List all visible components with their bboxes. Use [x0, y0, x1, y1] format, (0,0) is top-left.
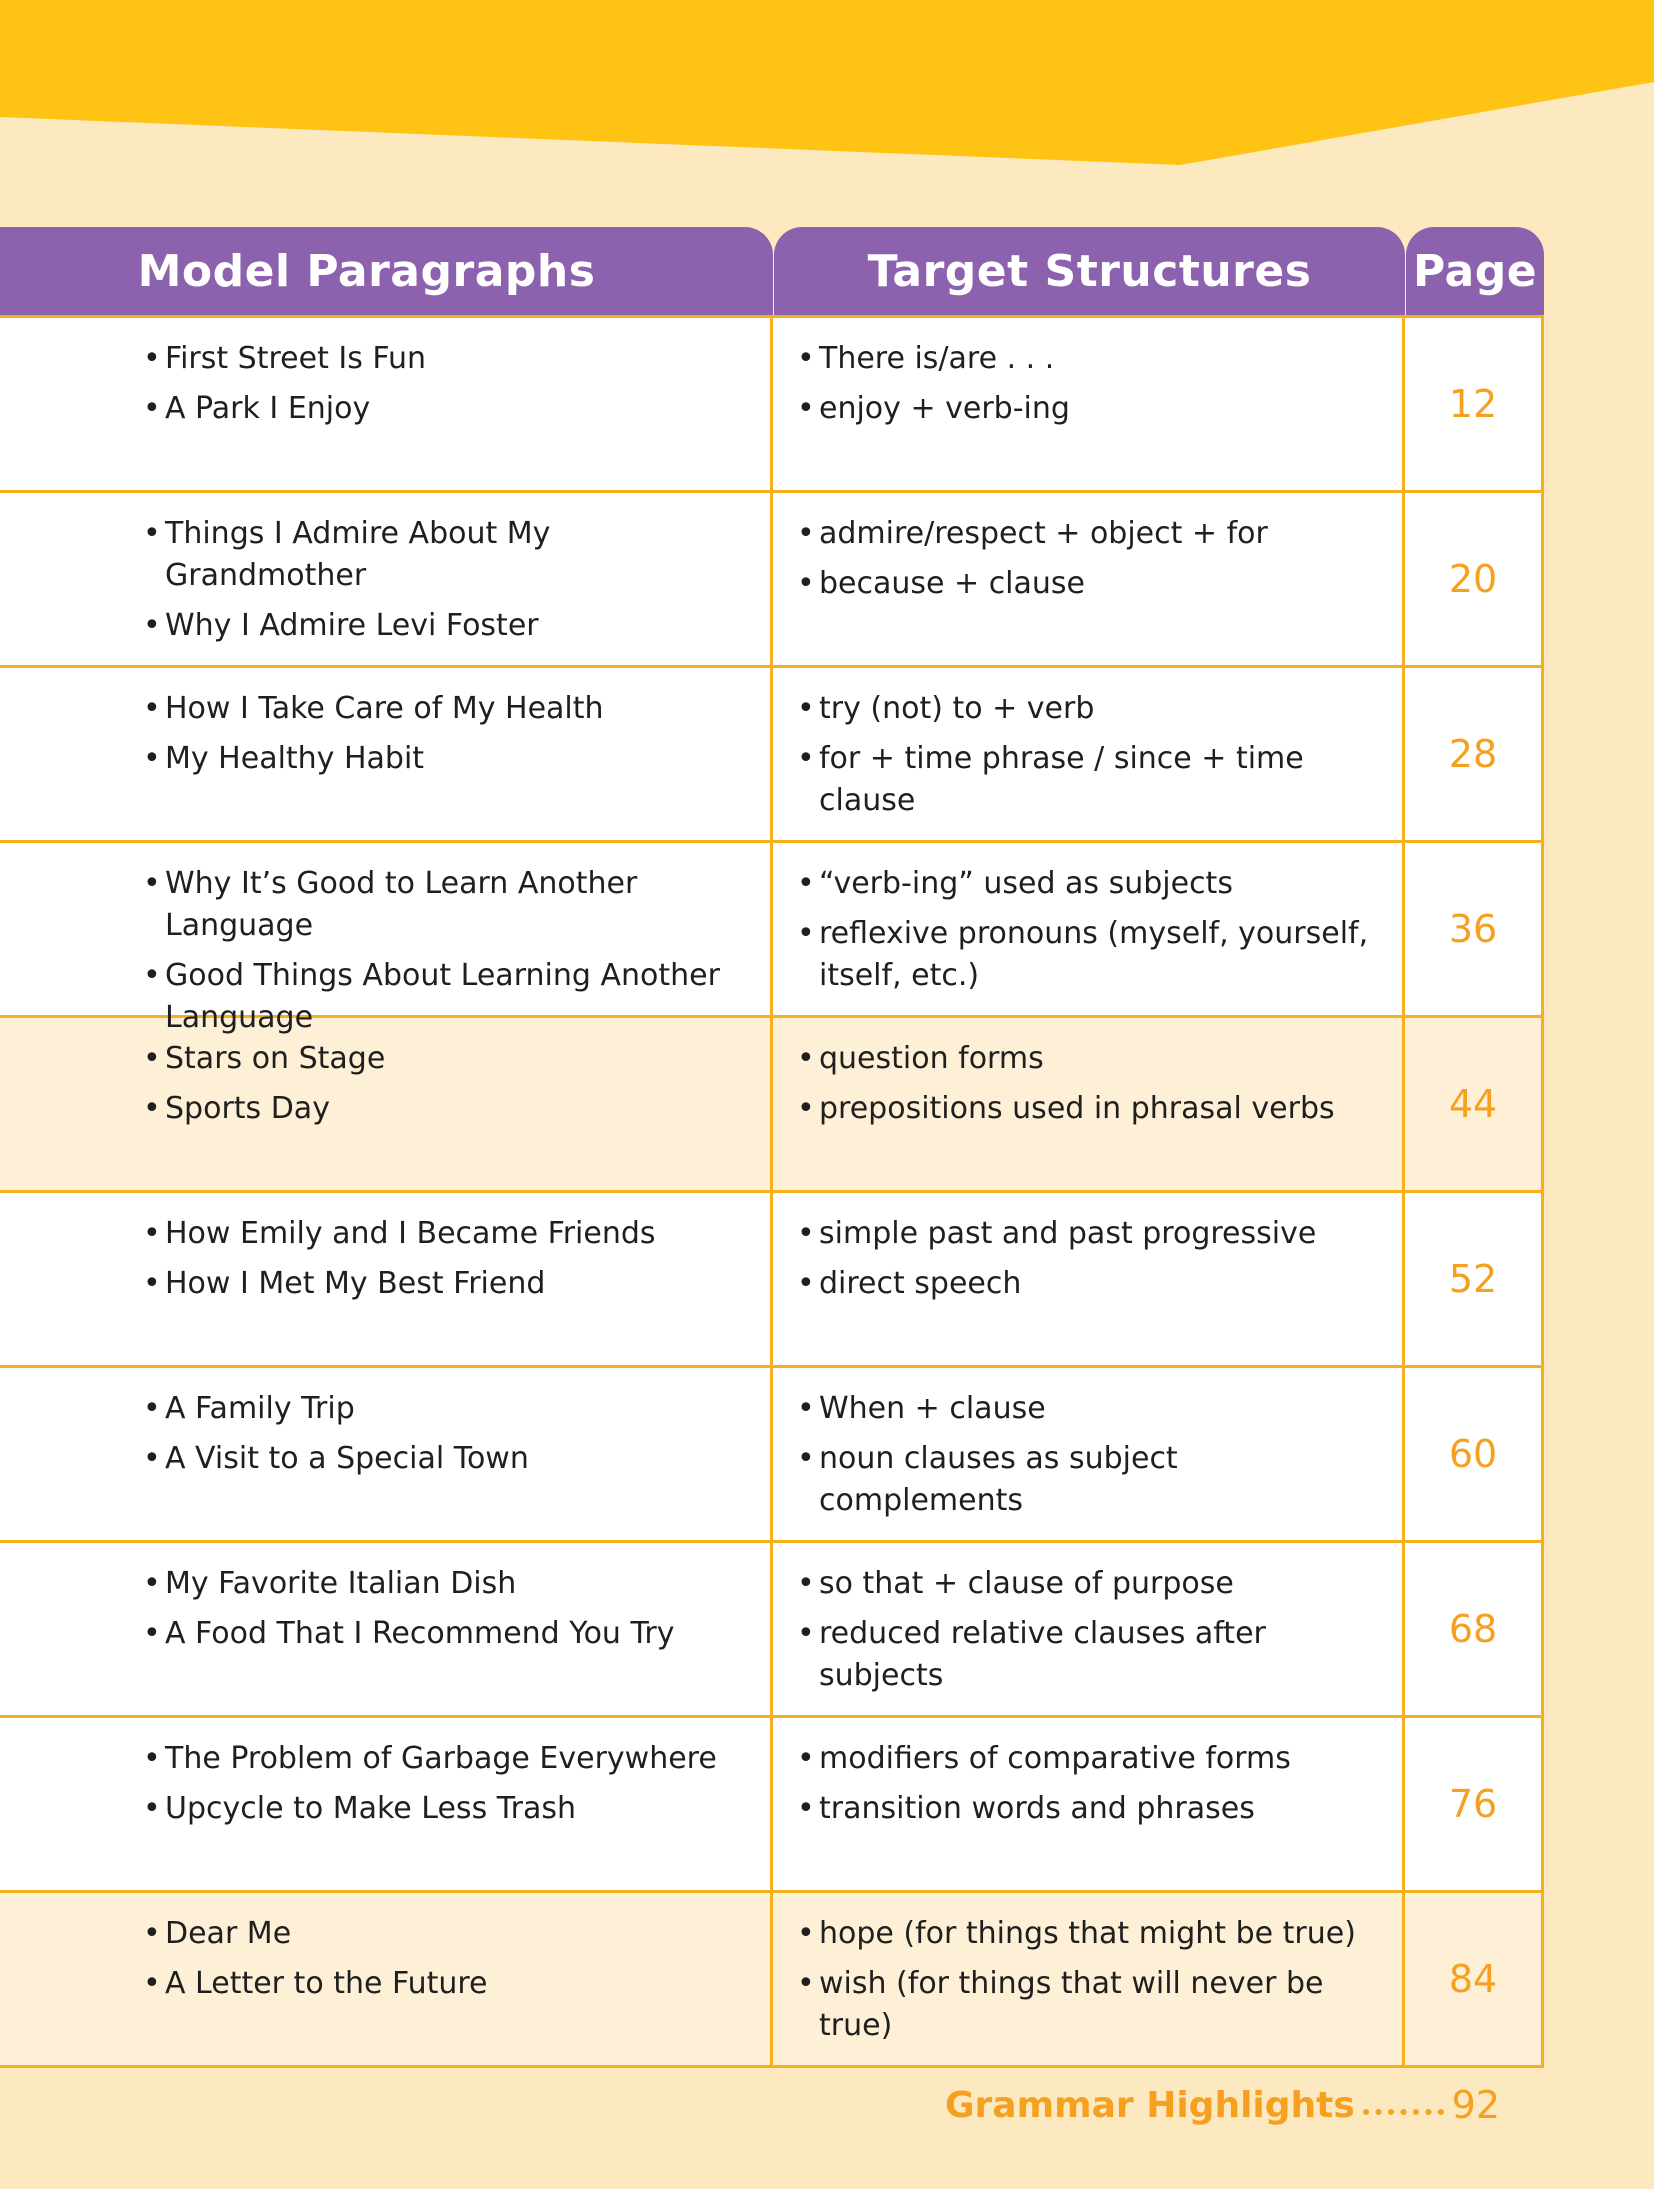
model-paragraph-item: • How Emily and I Became Friends — [143, 1213, 750, 1255]
target-structures-cell — [773, 1718, 1405, 1890]
target-structure-item: • try (not) to + verb — [797, 688, 1386, 730]
model-paragraph-item: • Dear Me — [143, 1913, 750, 1955]
dot-leader — [1363, 2109, 1444, 2115]
grammar-highlights-title: Grammar Highlights — [945, 2084, 1355, 2126]
model-paragraph-item: • Why I Admire Levi Foster — [143, 605, 750, 647]
target-structure-item: • so that + clause of purpose — [797, 1563, 1386, 1605]
target-structure-item: • direct speech — [797, 1263, 1386, 1305]
model-paragraph-item: • A Family Trip — [143, 1388, 750, 1430]
target-structure-item: • wish (for things that will never be true) — [797, 1963, 1386, 2047]
table-row[interactable] — [0, 1365, 1541, 1540]
target-structure-item: • reflexive pronouns (myself, yourself, itself, etc.) — [797, 913, 1386, 997]
model-paragraph-item: • A Food That I Recommend You Try — [143, 1613, 750, 1655]
header-model-paragraphs: Model Paragraphs — [0, 227, 773, 315]
target-structure-item: • because + clause — [797, 563, 1386, 605]
target-structures-cell — [773, 668, 1405, 840]
target-structure-item: • transition words and phrases — [797, 1788, 1386, 1830]
model-paragraphs-cell — [0, 1718, 773, 1890]
model-paragraph-item: • The Problem of Garbage Everywhere — [143, 1738, 750, 1780]
table-row[interactable] — [0, 1190, 1541, 1365]
model-paragraph-item: • Sports Day — [143, 1088, 750, 1130]
table-row[interactable] — [0, 318, 1541, 490]
model-paragraph-item: • First Street Is Fun — [143, 338, 750, 380]
target-structures-cell — [773, 1368, 1405, 1540]
model-paragraph-item: • How I Take Care of My Health — [143, 688, 750, 730]
page-number: 84 — [1448, 1957, 1498, 2001]
model-paragraph-item: • My Favorite Italian Dish — [143, 1563, 750, 1605]
page-number: 60 — [1448, 1432, 1498, 1476]
target-structure-item: • There is/are . . . — [797, 338, 1386, 380]
model-paragraph-item: • A Visit to a Special Town — [143, 1438, 750, 1480]
model-paragraph-item: • Why It’s Good to Learn Another Language — [143, 863, 750, 947]
table-row[interactable] — [0, 1715, 1541, 1890]
model-paragraph-item: • Things I Admire About My Grandmother — [143, 513, 750, 597]
page-number: 76 — [1448, 1782, 1498, 1826]
model-paragraph-item: • My Healthy Habit — [143, 738, 750, 780]
target-structure-item: • When + clause — [797, 1388, 1386, 1430]
table-header — [0, 227, 1544, 315]
model-paragraphs-cell — [0, 1018, 773, 1190]
grammar-highlights-page: 92 — [1451, 2083, 1500, 2127]
model-paragraphs-cell — [0, 1193, 773, 1365]
page-number: 12 — [1448, 382, 1498, 426]
target-structure-item: • question forms — [797, 1038, 1386, 1080]
contents-table — [0, 227, 1544, 2043]
target-structure-item: • simple past and past progressive — [797, 1213, 1386, 1255]
target-structure-item: • reduced relative clauses after subjects — [797, 1613, 1386, 1697]
model-paragraph-item: • Good Things About Learning Another Language — [143, 955, 750, 1039]
page-number: 52 — [1448, 1257, 1498, 1301]
model-paragraphs-cell — [0, 318, 773, 490]
target-structure-item: • noun clauses as subject complements — [797, 1438, 1386, 1522]
page-number: 68 — [1448, 1607, 1498, 1651]
table-row[interactable] — [0, 490, 1541, 665]
model-paragraphs-cell — [0, 493, 773, 665]
model-paragraph-item: • A Park I Enjoy — [143, 388, 750, 430]
target-structures-cell — [773, 318, 1405, 490]
page-number: 28 — [1448, 732, 1498, 776]
model-paragraphs-cell — [0, 668, 773, 840]
target-structures-cell — [773, 1018, 1405, 1190]
top-banner — [0, 0, 1654, 165]
target-structure-item: • for + time phrase / since + time clause — [797, 738, 1386, 822]
target-structure-item: • “verb-ing” used as subjects — [797, 863, 1386, 905]
table-row[interactable] — [0, 1890, 1541, 2065]
table-row[interactable] — [0, 665, 1541, 840]
grammar-highlights-entry[interactable] — [945, 2080, 1500, 2130]
page-number: 20 — [1448, 557, 1498, 601]
header-target-structures: Target Structures — [774, 227, 1405, 315]
table-row[interactable] — [0, 1015, 1541, 1190]
header-page: Page — [1406, 227, 1544, 315]
target-structure-item: • hope (for things that might be true) — [797, 1913, 1386, 1955]
target-structures-cell — [773, 1193, 1405, 1365]
model-paragraph-item: • A Letter to the Future — [143, 1963, 750, 2005]
model-paragraphs-cell — [0, 1543, 773, 1715]
model-paragraph-item: • Stars on Stage — [143, 1038, 750, 1080]
page-number: 36 — [1448, 907, 1498, 951]
target-structure-item: • prepositions used in phrasal verbs — [797, 1088, 1386, 1130]
target-structures-cell — [773, 1543, 1405, 1715]
model-paragraphs-cell — [0, 1368, 773, 1540]
model-paragraphs-cell — [0, 843, 773, 1035]
table-body — [0, 315, 1544, 2068]
model-paragraphs-cell — [0, 1893, 773, 2065]
table-row[interactable] — [0, 840, 1541, 1035]
target-structure-item: • admire/respect + object + for — [797, 513, 1386, 555]
model-paragraph-item: • How I Met My Best Friend — [143, 1263, 750, 1305]
target-structure-item: • modifiers of comparative forms — [797, 1738, 1386, 1780]
page-number: 44 — [1448, 1082, 1498, 1126]
model-paragraph-item: • Upcycle to Make Less Trash — [143, 1788, 750, 1830]
target-structure-item: • enjoy + verb-ing — [797, 388, 1386, 430]
target-structures-cell — [773, 493, 1405, 665]
target-structures-cell — [773, 1893, 1405, 2065]
table-row[interactable] — [0, 1540, 1541, 1715]
target-structures-cell — [773, 843, 1405, 1015]
